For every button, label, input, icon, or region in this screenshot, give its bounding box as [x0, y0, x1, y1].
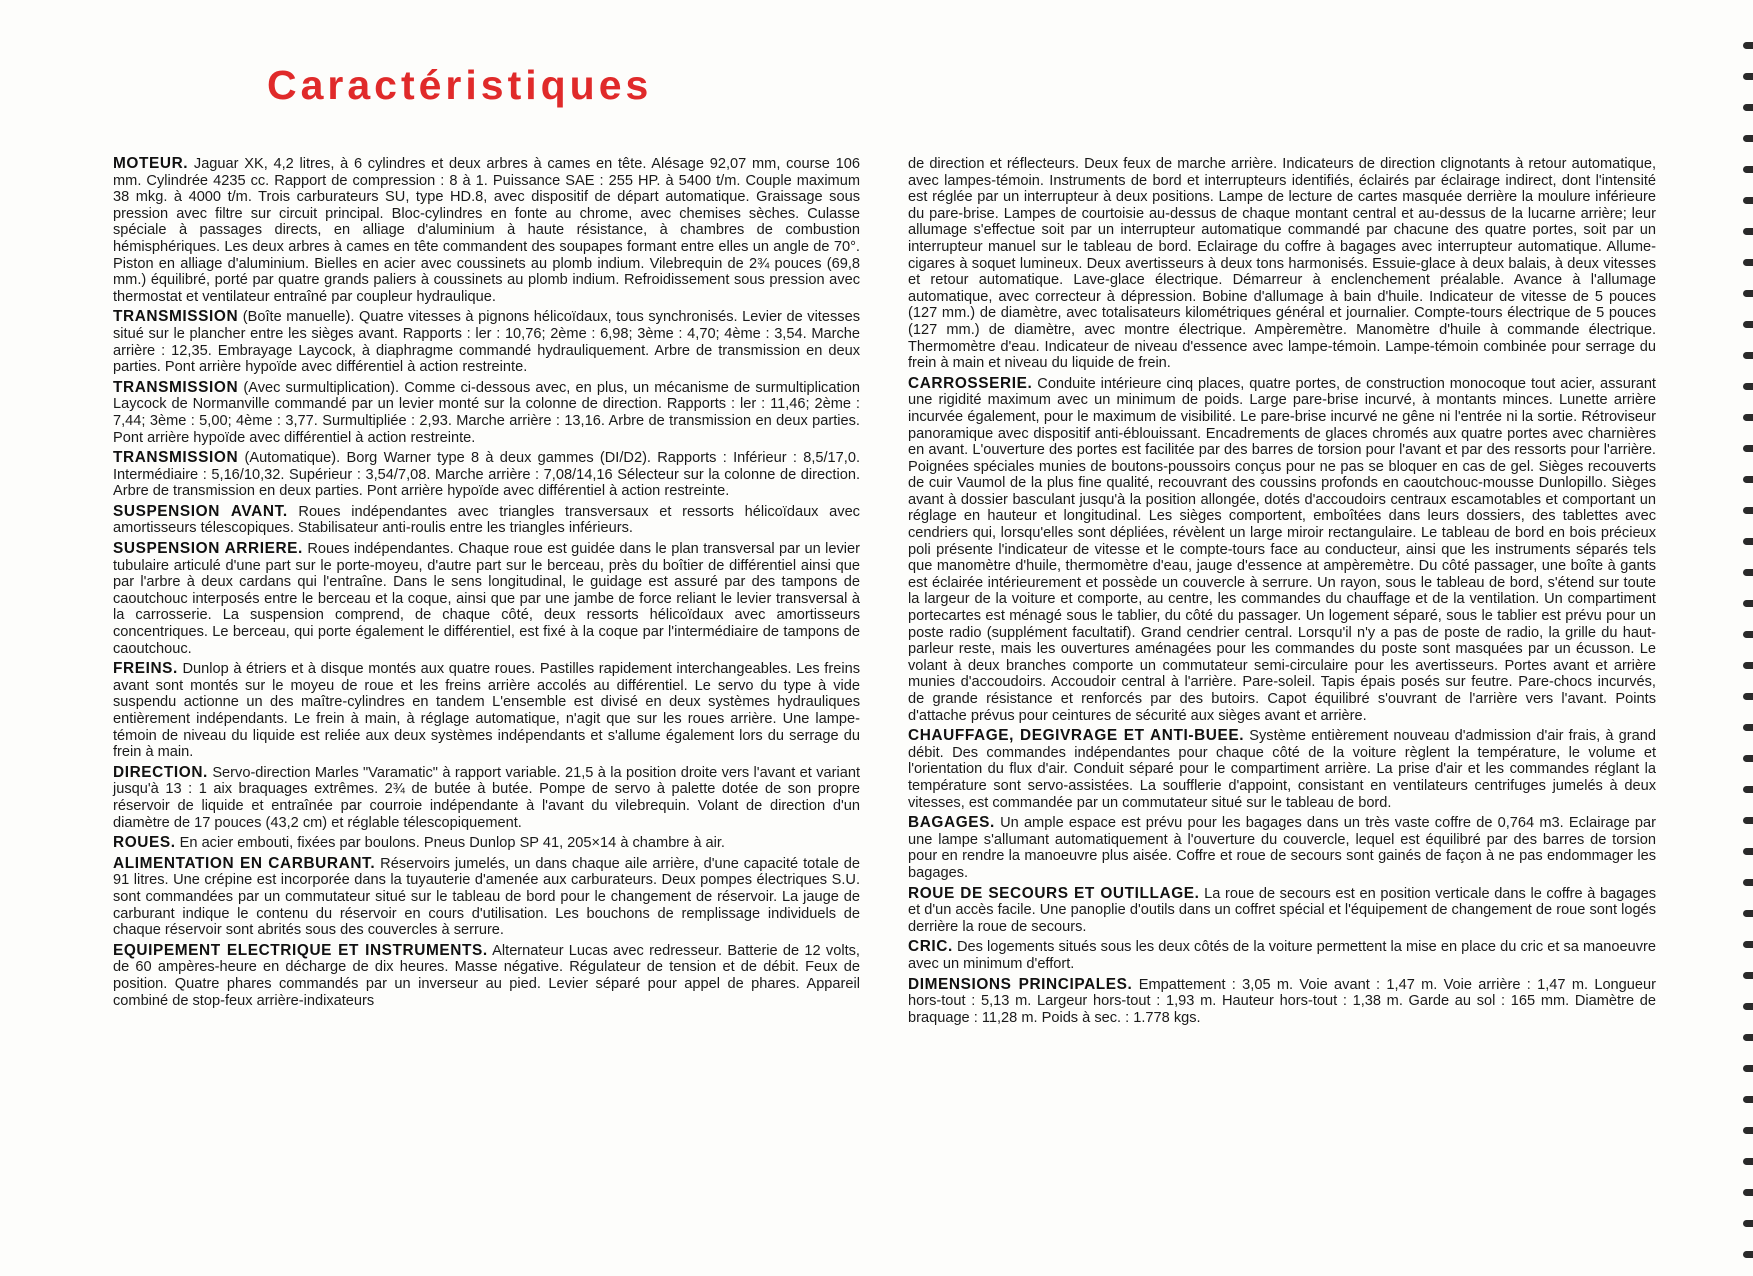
- binding-hole: [1743, 910, 1753, 917]
- section-text: Dunlop à étriers et à disque montés aux quatre roues. Pastilles rapidement interchangeables. Les freins avant sont montés sur le moyeu de roue et les freins arrière accolés au différentiel. Le servo du type à vide suspendu actionne un des maître-cylindres en tandem L'ensemble est divisé en deux systèmes hydrauliques entièrement indépendants. Le frein à main, à réglage automatique, n'agit que sur les roues arrière. Une lampe-témoin de niveau du liquide est reliée aux deux systèmes indépendants et s'allume également lors du serrage du frein à main.: [113, 661, 860, 761]
- section-equipement-electrique-suite: [908, 156, 1656, 372]
- section-heading: MOTEUR.: [113, 155, 189, 172]
- binding-hole: [1743, 197, 1753, 204]
- binding-hole: [1743, 135, 1753, 142]
- binding-hole: [1743, 755, 1753, 762]
- binding-hole: [1743, 414, 1753, 421]
- binding-hole: [1743, 42, 1753, 49]
- section-heading: EQUIPEMENT ELECTRIQUE ET INSTRUMENTS.: [113, 941, 488, 959]
- section-cric: [908, 939, 1656, 972]
- binding-hole: [1743, 321, 1753, 328]
- section-text: Comme ci-dessous avec, en plus, un mécanisme de surmultiplication Laycock de Normanville commandé par un levier monté sur la colonne de direction. Rapports : ler : 11,46; 2ème : 7,44; 3ème : 5,00; 4ème : 3,77. Surmultipliée : 2,93. Marche arrière : 13,16. Arbre de transmission en deux parties. Pont arrière hypoïde avec différentiel à action restreinte.: [113, 379, 860, 446]
- binding-hole: [1743, 104, 1753, 111]
- section-subheading: (Boîte manuelle).: [238, 309, 355, 326]
- section-heading: DIRECTION.: [113, 763, 208, 781]
- section-heading: CARROSSERIE.: [908, 374, 1033, 392]
- binding-hole: [1743, 476, 1753, 483]
- binding-hole: [1743, 724, 1753, 731]
- section-heading: TRANSMISSION: [113, 308, 239, 326]
- section-subheading: (Automatique).: [238, 450, 341, 467]
- binding-hole: [1743, 600, 1753, 607]
- section-text: de direction et réflecteurs. Deux feux de marche arrière. Indicateurs de direction clignotants à retour automatique, avec lampes-témoin. Instruments de bord et interrupteurs identifiés, éclairés par éclairage indirect, dont l'intensité est réglée par un interrupteur à deux positions. Lampe de lecture de cartes masquée derrière la moulure inférieure du pare-brise. Lampes de courtoisie au-dessus de chaque montant central et au-dessus de la lucarne arrière; leur allumage s'effectue soit par un interrupteur automatique commandé par chacune des quatre portes, soit par un interrupteur manuel sur le tableau de bord. Eclairage du coffre à bagages avec interrupteur automatique. Allume-cigares à soquet lumineux. Deux avertisseurs à deux tons harmonisés. Essuie-glace à deux balais, à deux vitesses et retour automatique. Lave-glace électrique. Démarreur à enclenchement préalable. Avance à l'allumage automatique, avec correcteur à dépression. Bobine d'allumage à bain d'huile. Indicateur de vitesse de 5 pouces (127 mm.) de diamètre, avec totalisateurs kilométriques général et journalier. Compte-tours électrique de 5 pouces (127 mm.) de diamètre, avec montre électrique. Ampèremètre. Manomètre d'huile à commande électrique. Thermomètre d'eau. Indicateur de niveau d'essence avec lampe-témoin. Lampe-témoin combinée pour serrage du frein à main et niveau du liquide de frein.: [908, 156, 1656, 372]
- section-heading: CHAUFFAGE, DEGIVRAGE ET ANTI-BUEE.: [908, 727, 1245, 745]
- section-transmission-surmultiplication: [113, 380, 860, 446]
- section-text: En acier embouti, fixées par boulons. Pneus Dunlop SP 41, 205×14 à chambre à air.: [175, 835, 725, 852]
- section-heading: DIMENSIONS PRINCIPALES.: [908, 975, 1133, 993]
- spiral-binding: [1731, 0, 1753, 1276]
- section-dimensions: [908, 977, 1656, 1027]
- section-heading: SUSPENSION AVANT.: [113, 502, 288, 520]
- binding-hole: [1743, 569, 1753, 576]
- binding-hole: [1743, 941, 1753, 948]
- section-text: Servo-direction Marles "Varamatic" à rapport variable. 21,5 à la position droite vers l'avant et variant jusqu'à 13 : 1 aix braquages extrêmes. 2¾ de butée à butée. Pompe de servo à palette dotée de son propre réservoir de liquide et entraînée par courroie indépendante à l'avant du vilebrequin. Volant de direction d'un diamètre de 17 pouces (43,2 cm) et réglable télescopiquement.: [113, 764, 860, 831]
- section-text: Conduite intérieure cinq places, quatre portes, de construction monocoque tout acier, assurant une rigidité maximum avec un minimum de poids. Large pare-brise incurvé, à montants minces. Lunette arrière incurvée également, pour le maximum de visibilité. Le pare-brise incurvé ne gêne ni l'entrée ni la sortie. Rétroviseur panoramique avec dispositif anti-éblouissant. Encadrements de glaces chromés aux quatre portes avec charnières en avant. L'ouverture des portes est facilitée par des barres de torsion pour l'avant et par des ressorts pour l'arrière. Poignées spéciales munies de boutons-poussoirs conçus pour ne pas se bloquer en cas de gel. Sièges recouverts de cuir Vaumol de la plus fine qualité, recouvrant des coussins profonds en caoutchouc-mousse Dunlopillo. Sièges avant à dossier basculant jusqu'à la position allongée, dotés d'accoudoirs centraux escamotables et comportant un réglage en hauteur et longitudinal. Les sièges comportent, emboîtées dans leurs dossiers, des tablettes avec cendriers qui, lorsqu'elles sont dépliées, révèlent un large miroir rectangulaire. Le tableau de bord en bois précieux poli présente l'indicateur de vitesse et le compte-tours face au conducteur, ainsi que les instruments séparés tels que manomètre d'huile, thermomètre d'eau, jauge d'essence at ampèremètre. Du côté passager, une boîte à gants est éclairée intérieurement et possède un couvercle à serrure. Un rayon, sous le tableau de bord, s'étend sur toute la largeur de la voiture et comporte, au centre, les commandes du chauffage et de la ventilation. Un compartiment portecartes est ménagé sous le tablier, du côté du passager. Un logement séparé, sous le tablier est prévu pour un poste radio (supplément facultatif). Grand cendrier central. Lorsqu'il n'y a pas de poste de radio, la grille du haut-parleur reste, mais les ouvertures aménagées pour les commandes du poste sont masquées par un écusson. Le volant à deux branches comporte un commutateur semi-circulaire pour les avertisseurs. Portes avant et arrière munies d'accoudoirs. Accoudoir central à l'arrière. Pare-soleil. Tapis épais posés sur feutre. Pare-chocs incurvés, de grande résistance et renforcés par des butoirs. Capot équilibré s'ouvrant de l'arrière vers l'avant. Points d'attache prévus pour ceintures de sécurité aux sièges avant et arrière.: [908, 375, 1656, 724]
- section-transmission-manuelle: [113, 309, 860, 375]
- binding-hole: [1743, 1158, 1753, 1165]
- binding-hole: [1743, 1127, 1753, 1134]
- section-transmission-automatique: [113, 450, 860, 500]
- section-heading: ALIMENTATION EN CARBURANT.: [113, 854, 376, 872]
- section-bagages: [908, 815, 1656, 881]
- binding-hole: [1743, 662, 1753, 669]
- section-heading: BAGAGES.: [908, 814, 995, 832]
- section-text: Un ample espace est prévu pour les bagages dans un très vaste coffre de 0,764 m3. Eclairage par une lampe s'allumant automatiquement à l'ouverture du couvercle, lequel est équilibré par des barres de torsion pour en rendre la manoeuvre plus aisée. Coffre et roue de secours sont gainés de façon à ne pas endommager les bagages.: [908, 815, 1656, 881]
- section-heading: CRIC.: [908, 938, 953, 956]
- section-subheading: (Avec surmultiplication).: [238, 379, 400, 396]
- binding-hole: [1743, 879, 1753, 886]
- binding-hole: [1743, 1096, 1753, 1103]
- binding-hole: [1743, 848, 1753, 855]
- binding-hole: [1743, 1065, 1753, 1072]
- left-column: [113, 156, 860, 1013]
- section-roues: [113, 835, 860, 852]
- section-suspension-arriere: [113, 541, 860, 657]
- section-heading: TRANSMISSION: [113, 378, 239, 396]
- section-chauffage: [908, 728, 1656, 811]
- binding-hole: [1743, 228, 1753, 235]
- binding-hole: [1743, 786, 1753, 793]
- section-heading: ROUES.: [113, 834, 176, 852]
- section-equipement-electrique: [113, 943, 860, 1009]
- section-roue-de-secours: [908, 886, 1656, 936]
- section-carrosserie: [908, 376, 1656, 724]
- binding-hole: [1743, 507, 1753, 514]
- section-heading: ROUE DE SECOURS ET OUTILLAGE.: [908, 884, 1200, 902]
- section-text: Roues indépendantes avec triangles transversaux et ressorts hélicoïdaux avec amortisseurs télescopiques. Stabilisateur anti-roulis entre les triangles inférieurs.: [113, 503, 860, 537]
- section-text: Réservoirs jumelés, un dans chaque aile arrière, d'une capacité totale de 91 litres. Une crépine est incorporée dans la tuyauterie d'amenée aux carburateurs. Deux pompes électriques S.U. sont commandées par un commutateur situé sur le tableau de bord pour le changement de réservoir. La jauge de carburant indique le contenu du réservoir en cours d'utilisation. Les bouchons de remplissage individuels de chaque réservoir sont abrités sous des couvercles à serrure.: [113, 855, 860, 939]
- section-freins: [113, 661, 860, 761]
- binding-hole: [1743, 73, 1753, 80]
- section-text: La roue de secours est en position verticale dans le coffre à bagages et d'un accès facile. Une panoplie d'outils dans un coffret spécial et l'équipement de changement de roue sont logés derrière la roue de secours.: [908, 885, 1656, 935]
- section-suspension-avant: [113, 504, 860, 537]
- binding-hole: [1743, 1220, 1753, 1227]
- binding-hole: [1743, 538, 1753, 545]
- section-heading: FREINS.: [113, 660, 178, 678]
- section-text: Système entièrement nouveau d'admission d'air frais, à grand débit. Des commandes indépendantes pour chaque côté de la voiture règlent la température, le volume et l'orientation du flux d'air. Conduit séparé pour le compartiment arrière. La prise d'air et les commandes réglant la température sont servo-assistées. La soufflerie d'appoint, consistant en ventilateurs centrifuges jumelés à deux vitesses, est commandée par un commutateur situé sur le tableau de bord.: [908, 728, 1656, 811]
- binding-hole: [1743, 259, 1753, 266]
- binding-hole: [1743, 631, 1753, 638]
- binding-hole: [1743, 383, 1753, 390]
- binding-hole: [1743, 1034, 1753, 1041]
- section-moteur: [113, 156, 860, 305]
- binding-hole: [1743, 972, 1753, 979]
- section-text: Quatre vitesses à pignons hélicoïdaux, tous synchronisés. Levier de vitesses situé sur le plancher entre les sièges avant. Rapports : ler : 10,76; 2ème : 6,98; 3ème : 4,70; 4ème : 3,54. Marche arrière : 12,35. Embrayage Laycock, à diaphragme commandé hydrauliquement. Arbre de transmission en deux parties. Pont arrière hypoïde avec différentiel à action restreinte.: [113, 309, 860, 376]
- right-column: [908, 156, 1656, 1030]
- binding-hole: [1743, 352, 1753, 359]
- section-text: Roues indépendantes. Chaque roue est guidée dans le plan transversal par un levier tubulaire articulé d'une part sur le porte-moyeu, d'autre part sur le berceau, près du boîtier de différentiel ainsi que par l'arbre à deux cardans qui l'entraîne. Dans le sens longitudinal, le guidage est assuré par des tampons de caoutchouc interposés entre le berceau et la coque, ainsi que par une jambe de force reliant le levier transversal à la carrosserie. La suspension comprend, de chaque côté, deux ressorts hélicoïdaux avec amortisseurs concentriques. Le berceau, qui porte également le différentiel, est fixé à la coque par l'intermédiaire de tampons de caoutchouc.: [113, 541, 860, 657]
- binding-hole: [1743, 1189, 1753, 1196]
- binding-hole: [1743, 166, 1753, 173]
- section-text: Jaguar XK, 4,2 litres, à 6 cylindres et deux arbres à cames en tête. Alésage 92,07 mm, course 106 mm. Cylindrée 4235 cc. Rapport de compression : 8 à 1. Puissance SAE : 255 HP. à 5400 t/m. Couple maximum 38 mkg. à 4000 t/m. Trois carburateurs SU, type HD.8, avec dispositif de départ automatique. Graissage sous pression avec filtre sur circuit principal. Bloc-cylindres en fonte au chrome, avec chemises sèches. Culasse spéciale à passages directs, en alliage d'aluminium à haute résistance, à chambres de combustion hémisphériques. Les deux arbres à cames en tête commandent des soupapes formant entre elles un angle de 70°. Piston en alliage d'aluminium. Bielles en acier avec coussinets au plomb indium. Vilebrequin de 2¾ pouces (69,8 mm.) équilibré, porté par quatre grands paliers à coussinets au plomb indium. Refroidissement sous pression avec thermostat et ventilateur entraîné par coupleur hydraulique.: [113, 156, 860, 305]
- binding-hole: [1743, 693, 1753, 700]
- section-text: Des logements situés sous les deux côtés de la voiture permettent la mise en place du cric et sa manoeuvre avec un minimum d'effort.: [908, 939, 1656, 972]
- binding-hole: [1743, 445, 1753, 452]
- binding-hole: [1743, 1003, 1753, 1010]
- binding-hole: [1743, 817, 1753, 824]
- section-heading: SUSPENSION ARRIERE.: [113, 540, 303, 558]
- section-text: Borg Warner type 8 à deux gammes (DI/D2). Rapports : Inférieur : 8,5/17,0. Intermédiaire : 5,16/10,32. Supérieur : 3,54/7,08. Marche arrière : 7,08/14,16 Sélecteur sur la colonne de direction. Arbre de transmission en deux parties. Pont arrière hypoïde avec différentiel à action restreinte.: [113, 450, 861, 500]
- section-text: Empattement : 3,05 m. Voie avant : 1,47 m. Voie arrière : 1,47 m. Longueur hors-tout : 5,13 m. Largeur hors-tout : 1,93 m. Hauteur hors-tout : 1,38 m. Garde au sol : 165 mm. Diamètre de braquage : 11,28 m. Poids à sec. : 1.778 kgs.: [908, 976, 1656, 1026]
- page-title: Caractéristiques: [267, 62, 653, 108]
- section-text: Alternateur Lucas avec redresseur. Batterie de 12 volts, de 60 ampères-heure en décharge de dix heures. Masse négative. Régulateur de tension et de débit. Feux de position. Quatre phares commandés par un inverseur au pied. Levier séparé pour appel de phares. Appareil combiné de stop-feux arrière-indixateurs: [113, 942, 860, 1009]
- binding-hole: [1743, 1251, 1753, 1258]
- section-heading: TRANSMISSION: [113, 449, 239, 467]
- binding-hole: [1743, 290, 1753, 297]
- section-alimentation: [113, 856, 860, 939]
- section-direction: [113, 765, 860, 831]
